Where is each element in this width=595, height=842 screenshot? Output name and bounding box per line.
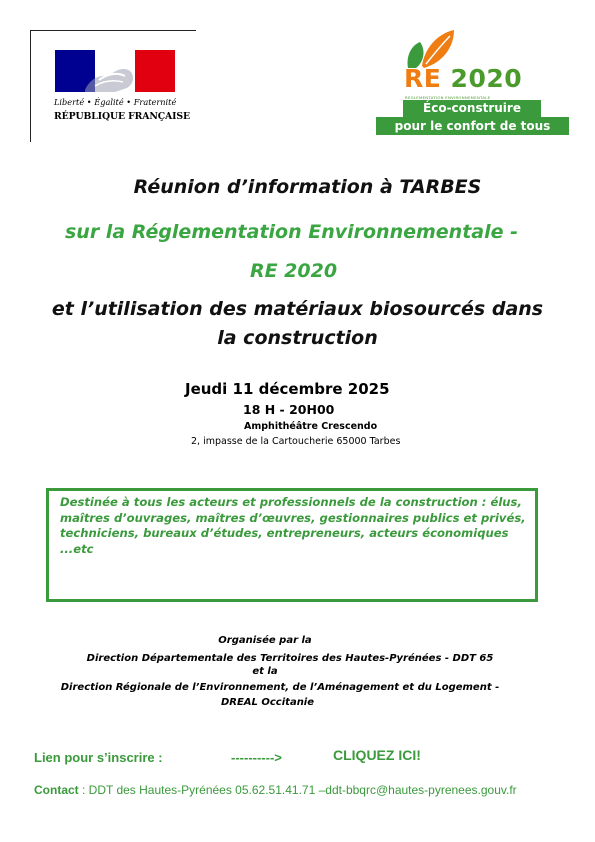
register-link[interactable]: CLIQUEZ ICI! [333,747,421,763]
title-line-4: et l’utilisation des matériaux biosourcés dans [51,298,544,320]
organiser-intro: Organisée par la [218,635,312,646]
organiser-ddt: Direction Départementale des Territoires des Hautes-Pyrénées - DDT 65 [86,653,494,664]
re2020-title [404,66,522,91]
logo-frame-left [30,30,31,142]
audience-text: Destinée à tous les acteurs et professionnels de la construction : élus, maîtres d’ouvrages, maîtres d’œuvres, gestionnaires publics et privés, techniciens, bureaux d’études, entrepreneurs, acteurs économiques ...etc [60,495,526,556]
republic-name: RÉPUBLIQUE FRANÇAISE [54,111,190,122]
re2020-banner-top: Éco-construire [403,100,541,117]
republic-motto: Liberté • Égalité • Fraternité [54,97,177,107]
title-line-5: la construction [217,327,378,349]
contact-line [34,783,517,797]
event-date: Jeudi 11 décembre 2025 [185,380,390,398]
organiser-dreal-name: DREAL Occitanie [220,697,315,708]
registration-label: Lien pour s’inscrire : [34,750,163,765]
title-line-2: sur la Réglementation Environnementale - [64,221,519,243]
re2020-prefix: RE [404,64,442,93]
organiser-dreal: Direction Régionale de l’Environnement, de l’Aménagement et du Logement - [60,682,500,693]
registration-arrow: ----------> [231,750,282,765]
event-address: 2, impasse de la Cartoucherie 65000 Tarbes [191,436,401,447]
re2020-banner-bottom: pour le confort de tous [376,117,569,135]
logo-frame-top [30,30,196,31]
re2020-subtitle: RÉGLEMENTATION ENVIRONNEMENTALE [405,95,491,100]
title-line-1: Réunion d’information à TARBES [133,176,482,198]
title-line-3: RE 2020 [249,260,338,282]
event-venue: Amphithéâtre Crescendo [244,421,378,432]
contact-text: : DDT des Hautes-Pyrénées 05.62.51.41.71 –ddt-bbqrc@hautes-pyrenees.gouv.fr [78,783,517,797]
organiser-and: et la [252,666,278,677]
marianne-flag-icon [55,50,175,92]
event-time: 18 H - 20H00 [243,402,335,417]
re2020-year: 2020 [450,64,523,93]
contact-label: Contact [34,783,79,797]
